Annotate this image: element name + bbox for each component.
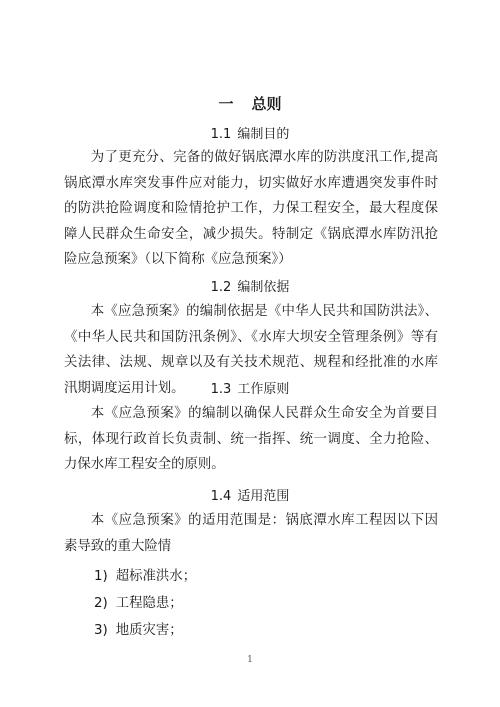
list-item-number: 2)	[94, 596, 108, 611]
section-paragraph-1-4: 本《应急预案》的适用范围是：锅底潭水库工程因以下因素导致的重大险情	[64, 513, 438, 554]
list-item	[94, 592, 183, 611]
page-number: 1	[247, 655, 253, 665]
list-item	[94, 565, 196, 584]
section-number: 1.3	[210, 382, 232, 397]
section-paragraph-1-1: 为了更充分、完备的做好锅底潭水库的防洪度汛工作,提高锅底潭水库突发事件应对能力，切实做好水库遭遇突发事件时的防洪抢险调度和险情抢护工作，力保工程安全，最大程度保障人民群众生命安全，减少损失。特制定《锅底潭水库防汛抢险应急预案》（以下简称《应急预案》）	[64, 150, 438, 267]
list-item-text: 工程隐患；	[115, 596, 183, 611]
section-heading-1-3	[0, 378, 500, 397]
list-item-text: 超标准洪水；	[115, 569, 197, 584]
section-title: 编制目的	[237, 127, 290, 142]
list-item-number: 1)	[94, 569, 108, 584]
section-number: 1.1	[210, 127, 232, 142]
section-title: 编制依据	[237, 280, 290, 295]
chapter-title: 总则	[251, 95, 282, 113]
chapter-heading	[0, 93, 500, 114]
section-heading-1-2	[0, 276, 500, 295]
section-title: 工作原则	[237, 382, 290, 397]
section-number: 1.2	[210, 280, 232, 295]
section-heading-1-4	[0, 485, 500, 504]
list-item-text: 地质灾害；	[115, 623, 183, 638]
chapter-number: 一	[218, 95, 234, 113]
section-number: 1.4	[210, 489, 232, 504]
list-item	[94, 619, 183, 638]
section-paragraph-1-2: 本《应急预案》的编制依据是《中华人民共和国防洪法》、《中华人民共和国防汛条例》、《水库大坝安全管理条例》等有关法律、法规、规章以及有关技术规范、规程和经批准的水库汛期调度运用计划。	[64, 304, 438, 396]
section-title: 适用范围	[237, 489, 290, 504]
list-item-number: 3)	[94, 623, 108, 638]
section-heading-1-1	[0, 123, 500, 142]
section-paragraph-1-3: 本《应急预案》的编制以确保人民群众生命安全为首要目标，体现行政首长负责制、统一指挥、统一调度、全力抢险、力保水库工程安全的原则。	[64, 406, 438, 472]
